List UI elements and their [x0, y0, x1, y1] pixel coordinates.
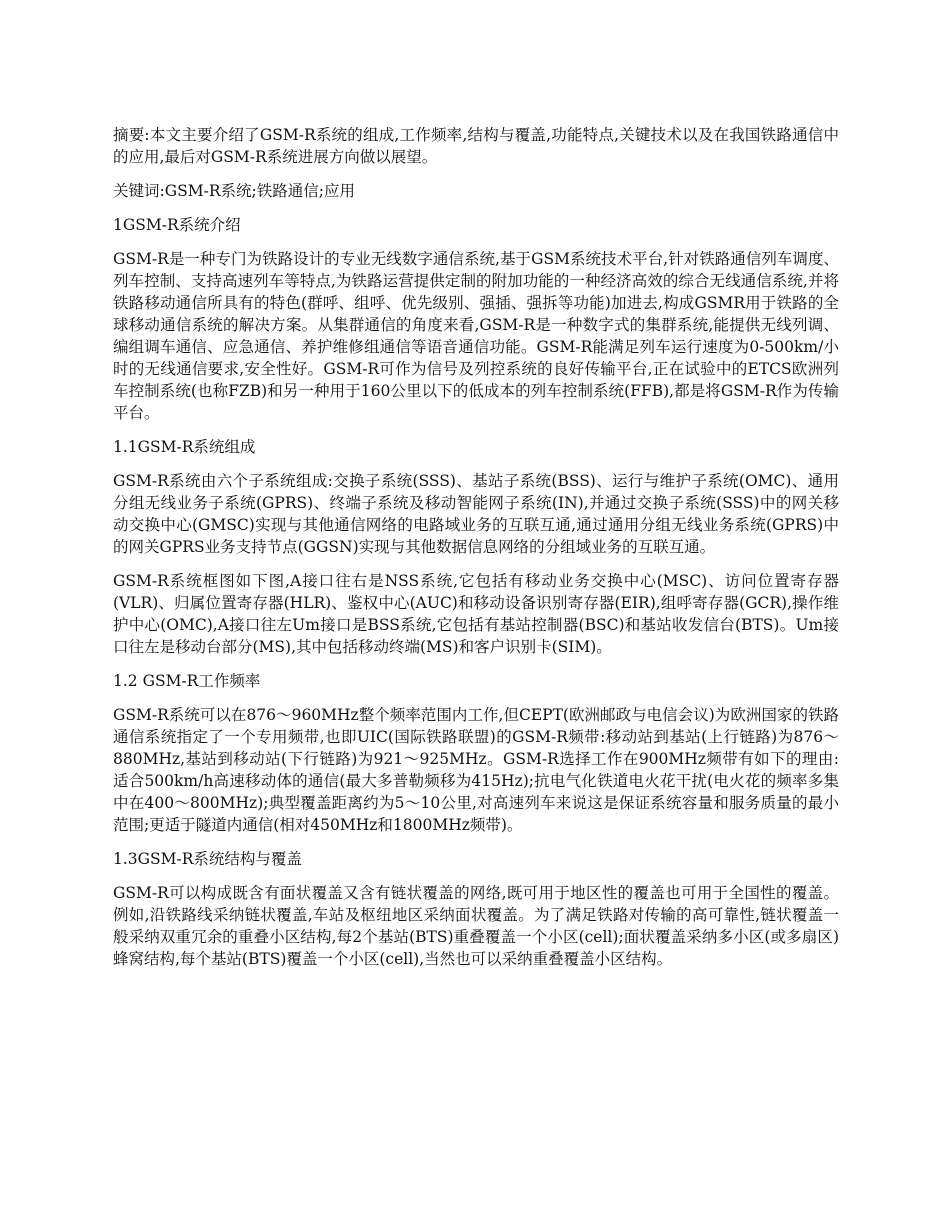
section-heading-1-2: 1.2 GSM-R工作频率: [113, 672, 261, 690]
abstract-paragraph: 摘要:本文主要介绍了GSM-R系统的组成,工作频率,结构与覆盖,功能特点,关键技术以及在我国铁路通信中的应用,最后对GSM-R系统进展方向做以展望。: [113, 126, 839, 166]
section-1-2-paragraph-1: GSM-R系统可以在876～960MHz整个频率范围内工作,但CEPT(欧洲邮政与电信会议)为欧洲国家的铁路通信系统指定了一个专用频带,也即UIC(国际铁路联盟)的GSM-R频带:移动站到基站(上行链路)为876～880MHz,基站到移动站(下行链路)为921～925MHz。GSM-R选择工作在900MHz频带有如下的理由:适合500km/h高速移动体的通信(最大多普勒频移为415Hz);抗电气化铁道电火花干扰(电火花的频率多集中在400～800MHz);典型覆盖距离约为5～10公里,对高速列车来说这是保证系统容量和服务质量的最小范围;更适于隧道内通信(相对450MHz和1800MHz频带)。: [113, 706, 839, 834]
section-heading-1-3: 1.3GSM-R系统结构与覆盖: [113, 850, 302, 868]
section-1-3-paragraph-1: GSM-R可以构成既含有面状覆盖又含有链状覆盖的网络,既可用于地区性的覆盖也可用于全国性的覆盖。例如,沿铁路线采纳链状覆盖,车站及枢纽地区采纳面状覆盖。为了满足铁路对传输的高可靠性,链状覆盖一般采纳双重冗余的重叠小区结构,每2个基站(BTS)重叠覆盖一个小区(cell);面状覆盖采纳多小区(或多扇区)蜂窝结构,每个基站(BTS)覆盖一个小区(cell),当然也可以采纳重叠覆盖小区结构。: [113, 884, 839, 968]
document-page: [113, 124, 839, 982]
section-1-1-paragraph-1: GSM-R系统由六个子系统组成:交换子系统(SSS)、基站子系统(BSS)、运行与维护子系统(OMC)、通用分组无线业务子系统(GPRS)、终端子系统及移动智能网子系统(IN),并通过交换子系统(SSS)中的网关移动交换中心(GMSC)实现与其他通信网络的电路域业务的互联互通,通过通用分组无线业务系统(GPRS)中的网关GPRS业务支持节点(GGSN)实现与其他数据信息网络的分组域业务的互联互通。: [113, 472, 839, 556]
section-1-paragraph-1: GSM-R是一种专门为铁路设计的专业无线数字通信系统,基于GSM系统技术平台,针对铁路通信列车调度、列车控制、支持高速列车等特点,为铁路运营提供定制的附加功能的一种经济高效的综合无线通信系统,并将铁路移动通信所具有的特色(群呼、组呼、优先级别、强插、强拆等功能)加进去,构成GSMR用于铁路的全球移动通信系统的解决方案。从集群通信的角度来看,GSM-R是一种数字式的集群系统,能提供无线列调、编组调车通信、应急通信、养护维修组通信等语音通信功能。GSM-R能满足列车运行速度为0-500km/小时的无线通信要求,安全性好。GSM-R可作为信号及列控系统的良好传输平台,正在试验中的ETCS欧洲列车控制系统(也称FZB)和另一种用于160公里以下的低成本的列车控制系统(FFB),都是将GSM-R作为传输平台。: [113, 250, 839, 422]
section-heading-1-1: 1.1GSM-R系统组成: [113, 438, 256, 456]
section-heading-1: 1GSM-R系统介绍: [113, 216, 241, 234]
section-1-1-paragraph-2: GSM-R系统框图如下图,A接口往右是NSS系统,它包括有移动业务交换中心(MSC)、访问位置寄存器(VLR)、归属位置寄存器(HLR)、鉴权中心(AUC)和移动设备识别寄存器(EIR),组呼寄存器(GCR),操作维护中心(OMC),A接口往左Um接口是BSS系统,它包括有基站控制器(BSC)和基站收发信台(BTS)。Um接口往左是移动台部分(MS),其中包括移动终端(MS)和客户识别卡(SIM)。: [113, 572, 839, 656]
keywords-line: 关键词:GSM-R系统;铁路通信;应用: [113, 182, 355, 200]
